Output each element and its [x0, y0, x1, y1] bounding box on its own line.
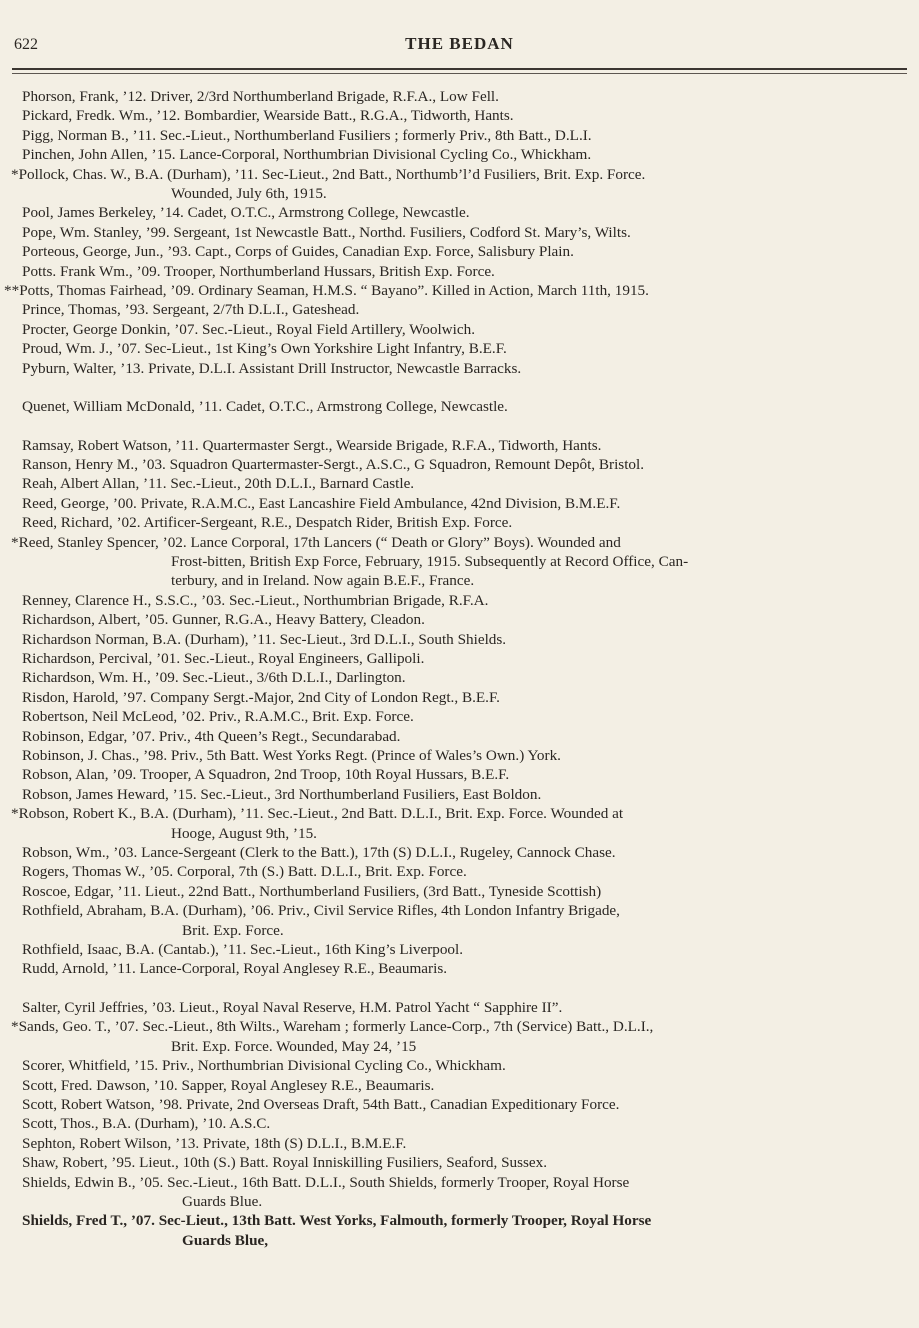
entry-text: Pigg, Norman B., ’11. Sec.-Lieut., Northumberland Fusiliers ; formerly Priv., 8th Batt., D.L.I.: [22, 126, 592, 144]
entry-text: Risdon, Harold, ’97. Company Sergt.-Major, 2nd City of London Regt., B.E.F.: [22, 688, 500, 706]
entry-text: Pinchen, John Allen, ’15. Lance-Corporal, Northumbrian Divisional Cycling Co., Whickham.: [22, 146, 592, 164]
list-item: [22, 1114, 913, 1133]
entry-text: Procter, George Donkin, ’07. Sec.-Lieut., Royal Field Artillery, Woolwich.: [22, 320, 476, 338]
entry-text: Reed, Richard, ’02. Artificer-Sergeant, R.E., Despatch Rider, British Exp. Force.: [22, 514, 513, 532]
header-rule-thin: [12, 73, 907, 74]
list-item: [22, 1076, 913, 1095]
list-item: [22, 882, 913, 901]
entry-text: Proud, Wm. J., ’07. Sec-Lieut., 1st King’s Own Yorkshire Light Infantry, B.E.F.: [22, 340, 507, 358]
list-item: [22, 436, 913, 455]
entry-text: Scott, Fred. Dawson, ’10. Sapper, Royal Anglesey R.E., Beaumaris.: [22, 1076, 435, 1094]
page-header: [0, 32, 919, 58]
entry-continuation: Brit. Exp. Force.: [182, 921, 284, 939]
list-item: [11, 165, 913, 204]
entry-text: *Reed, Stanley Spencer, ’02. Lance Corporal, 17th Lancers (“ Death or Glory” Boys). Wounded and: [11, 533, 621, 551]
list-item: [22, 1056, 913, 1075]
list-item: [22, 959, 913, 978]
list-item: [22, 203, 913, 222]
entry-text: Scott, Thos., B.A. (Durham), ’10. A.S.C.: [22, 1115, 271, 1133]
list-item: [22, 1173, 913, 1212]
roll-entries: [0, 87, 919, 1250]
entry-text: Renney, Clarence H., S.S.C., ’03. Sec.-Lieut., Northumbrian Brigade, R.F.A.: [22, 591, 489, 609]
list-item: [22, 707, 913, 726]
list-item: [22, 785, 913, 804]
entry-continuation: Frost-bitten, British Exp Force, February, 1915. Subsequently at Record Office, Can-: [171, 552, 689, 570]
list-item: [22, 242, 913, 261]
entry-continuation: terbury, and in Ireland. Now again B.E.F., France.: [171, 572, 475, 590]
entry-text: Scorer, Whitfield, ’15. Priv., Northumbrian Divisional Cycling Co., Whickham.: [22, 1057, 506, 1075]
entry-continuation: Hooge, August 9th, ’15.: [171, 824, 317, 842]
entry-text: Robson, Alan, ’09. Trooper, A Squadron, 2nd Troop, 10th Royal Hussars, B.E.F.: [22, 766, 510, 784]
entry-text: Shaw, Robert, ’95. Lieut., 10th (S.) Batt. Royal Inniskilling Fusiliers, Seaford, Sussex.: [22, 1154, 548, 1172]
page-number: 622: [14, 36, 38, 53]
list-item: [22, 513, 913, 532]
list-item: [11, 804, 913, 843]
entry-continuation: Wounded, July 6th, 1915.: [171, 185, 327, 203]
entry-text: Sephton, Robert Wilson, ’13. Private, 18th (S) D.L.I., B.M.E.F.: [22, 1134, 407, 1152]
entry-text: Robinson, Edgar, ’07. Priv., 4th Queen’s Regt., Secundarabad.: [22, 727, 401, 745]
list-item: [22, 630, 913, 649]
entry-text: Pope, Wm. Stanley, ’99. Sergeant, 1st Newcastle Batt., Northd. Fusiliers, Codford St. Mary’s, Wilts.: [22, 223, 631, 241]
entry-text: Scott, Robert Watson, ’98. Private, 2nd Overseas Draft, 54th Batt., Canadian Expeditionary Force.: [22, 1095, 620, 1113]
list-item: [22, 649, 913, 668]
list-item: [22, 300, 913, 319]
entry-text: Ramsay, Robert Watson, ’11. Quartermaster Sergt., Wearside Brigade, R.F.A., Tidworth, Hants.: [22, 436, 602, 454]
list-item: [22, 339, 913, 358]
list-item: [22, 126, 913, 145]
entry-text: Richardson Norman, B.A. (Durham), ’11. Sec-Lieut., 3rd D.L.I., South Shields.: [22, 630, 507, 648]
list-item: [22, 223, 913, 242]
list-item: [22, 455, 913, 474]
entry-text: Rothfield, Isaac, B.A. (Cantab.), ’11. Sec.-Lieut., 16th King’s Liverpool.: [22, 941, 464, 959]
entry-text: Rudd, Arnold, ’11. Lance-Corporal, Royal Anglesey R.E., Beaumaris.: [22, 960, 448, 978]
list-item: [22, 940, 913, 959]
list-item: [22, 1095, 913, 1114]
list-item: [11, 533, 913, 591]
entry-text: Pickard, Fredk. Wm., ’12. Bombardier, Wearside Batt., R.G.A., Tidworth, Hants.: [22, 107, 514, 125]
entry-text: *Pollock, Chas. W., B.A. (Durham), ’11. Sec-Lieut., 2nd Batt., Northumb’l’d Fusiliers, Brit. Exp. Force.: [11, 165, 646, 183]
list-item: [22, 727, 913, 746]
list-item: [22, 843, 913, 862]
entry-text: Salter, Cyril Jeffries, ’03. Lieut., Royal Naval Reserve, H.M. Patrol Yacht “ Sapphire II”.: [22, 998, 563, 1016]
list-item: [22, 87, 913, 106]
list-item: [22, 765, 913, 784]
entry-text: *Robson, Robert K., B.A. (Durham), ’11. Sec.-Lieut., 2nd Batt. D.L.I., Brit. Exp. Force. Wounded at: [11, 805, 624, 823]
entry-text: Phorson, Frank, ’12. Driver, 2/3rd Northumberland Brigade, R.F.A., Low Fell.: [22, 88, 499, 105]
list-item: [22, 998, 913, 1017]
list-item: [22, 145, 913, 164]
entry-text: Prince, Thomas, ’93. Sergeant, 2/7th D.L.I., Gateshead.: [22, 301, 360, 319]
entry-continuation: Brit. Exp. Force. Wounded, May 24, ’15: [171, 1037, 417, 1055]
entry-text: Robinson, J. Chas., ’98. Priv., 5th Batt. West Yorks Regt. (Prince of Wales’s Own.) York.: [22, 747, 561, 764]
entry-text: Potts. Frank Wm., ’09. Trooper, Northumberland Hussars, British Exp. Force.: [22, 262, 495, 280]
list-item: [22, 106, 913, 125]
entry-text: Reah, Albert Allan, ’11. Sec.-Lieut., 20th D.L.I., Barnard Castle.: [22, 475, 415, 493]
entry-text: Richardson, Wm. H., ’09. Sec.-Lieut., 3/6th D.L.I., Darlington.: [22, 669, 406, 687]
entry-text: Pool, James Berkeley, ’14. Cadet, O.T.C., Armstrong College, Newcastle.: [22, 204, 470, 222]
list-item: [22, 359, 913, 378]
entry-text: Ranson, Henry M., ’03. Squadron Quartermaster-Sergt., A.S.C., G Squadron, Remount Depôt, Bristol.: [22, 455, 645, 473]
entry-text: Reed, George, ’00. Private, R.A.M.C., East Lancashire Field Ambulance, 42nd Division, B.M.E.F.: [22, 494, 621, 512]
entry-text: Robson, Wm., ’03. Lance-Sergeant (Clerk to the Batt.), 17th (S) D.L.I., Rugeley, Cannock Chase.: [22, 844, 616, 862]
entry-text: Quenet, William McDonald, ’11. Cadet, O.T.C., Armstrong College, Newcastle.: [22, 398, 508, 416]
entry-text: *Sands, Geo. T., ’07. Sec.-Lieut., 8th Wilts., Wareham ; formerly Lance-Corp., 7th (Service) Batt., D.L.I.,: [11, 1018, 654, 1036]
entry-text: Rogers, Thomas W., ’05. Corporal, 7th (S.) Batt. D.L.I., Brit. Exp. Force.: [22, 863, 467, 881]
list-item: [22, 862, 913, 881]
entry-text: Robson, James Heward, ’15. Sec.-Lieut., 3rd Northumberland Fusiliers, East Boldon.: [22, 785, 542, 803]
list-item: [22, 397, 913, 416]
list-item: [22, 688, 913, 707]
list-item: [22, 591, 913, 610]
list-item: [22, 668, 913, 687]
list-item: [22, 901, 913, 940]
list-item: [22, 1153, 913, 1172]
list-item: [11, 1017, 913, 1056]
entry-text: **Potts, Thomas Fairhead, ’09. Ordinary Seaman, H.M.S. “ Bayano”. Killed in Action, March 11th, 1915.: [4, 282, 649, 300]
list-item: [22, 1211, 913, 1250]
list-item: [22, 320, 913, 339]
entry-text: Porteous, George, Jun., ’93. Capt., Corps of Guides, Canadian Exp. Force, Salisbury Plain.: [22, 243, 574, 261]
running-head: THE BEDAN: [405, 34, 514, 53]
header-rule: [12, 68, 907, 70]
entry-text: Shields, Edwin B., ’05. Sec.-Lieut., 16th Batt. D.L.I., South Shields, formerly Trooper, Royal Horse: [22, 1173, 630, 1191]
entry-text: Rothfield, Abraham, B.A. (Durham), ’06. Priv., Civil Service Rifles, 4th London Infantry Brigade,: [22, 902, 620, 920]
entry-text: Roscoe, Edgar, ’11. Lieut., 22nd Batt., Northumberland Fusiliers, (3rd Batt., Tyneside Scottish): [22, 882, 602, 900]
entry-text: Shields, Fred T., ’07. Sec-Lieut., 13th Batt. West Yorks, Falmouth, formerly Trooper, Royal Horse: [22, 1212, 652, 1230]
entry-continuation: Guards Blue.: [182, 1192, 263, 1210]
list-item: [22, 610, 913, 629]
list-item: [22, 746, 913, 765]
list-item: [22, 262, 913, 281]
list-item: [4, 281, 913, 300]
list-item: [22, 494, 913, 513]
entry-text: Robertson, Neil McLeod, ’02. Priv., R.A.M.C., Brit. Exp. Force.: [22, 708, 414, 726]
entry-text: Richardson, Albert, ’05. Gunner, R.G.A., Heavy Battery, Cleadon.: [22, 611, 425, 629]
list-item: [22, 474, 913, 493]
entry-text: Pyburn, Walter, ’13. Private, D.L.I. Assistant Drill Instructor, Newcastle Barracks.: [22, 359, 522, 377]
entry-text: Richardson, Percival, ’01. Sec.-Lieut., Royal Engineers, Gallipoli.: [22, 649, 425, 667]
entry-continuation: Guards Blue,: [182, 1231, 269, 1249]
list-item: [22, 1134, 913, 1153]
